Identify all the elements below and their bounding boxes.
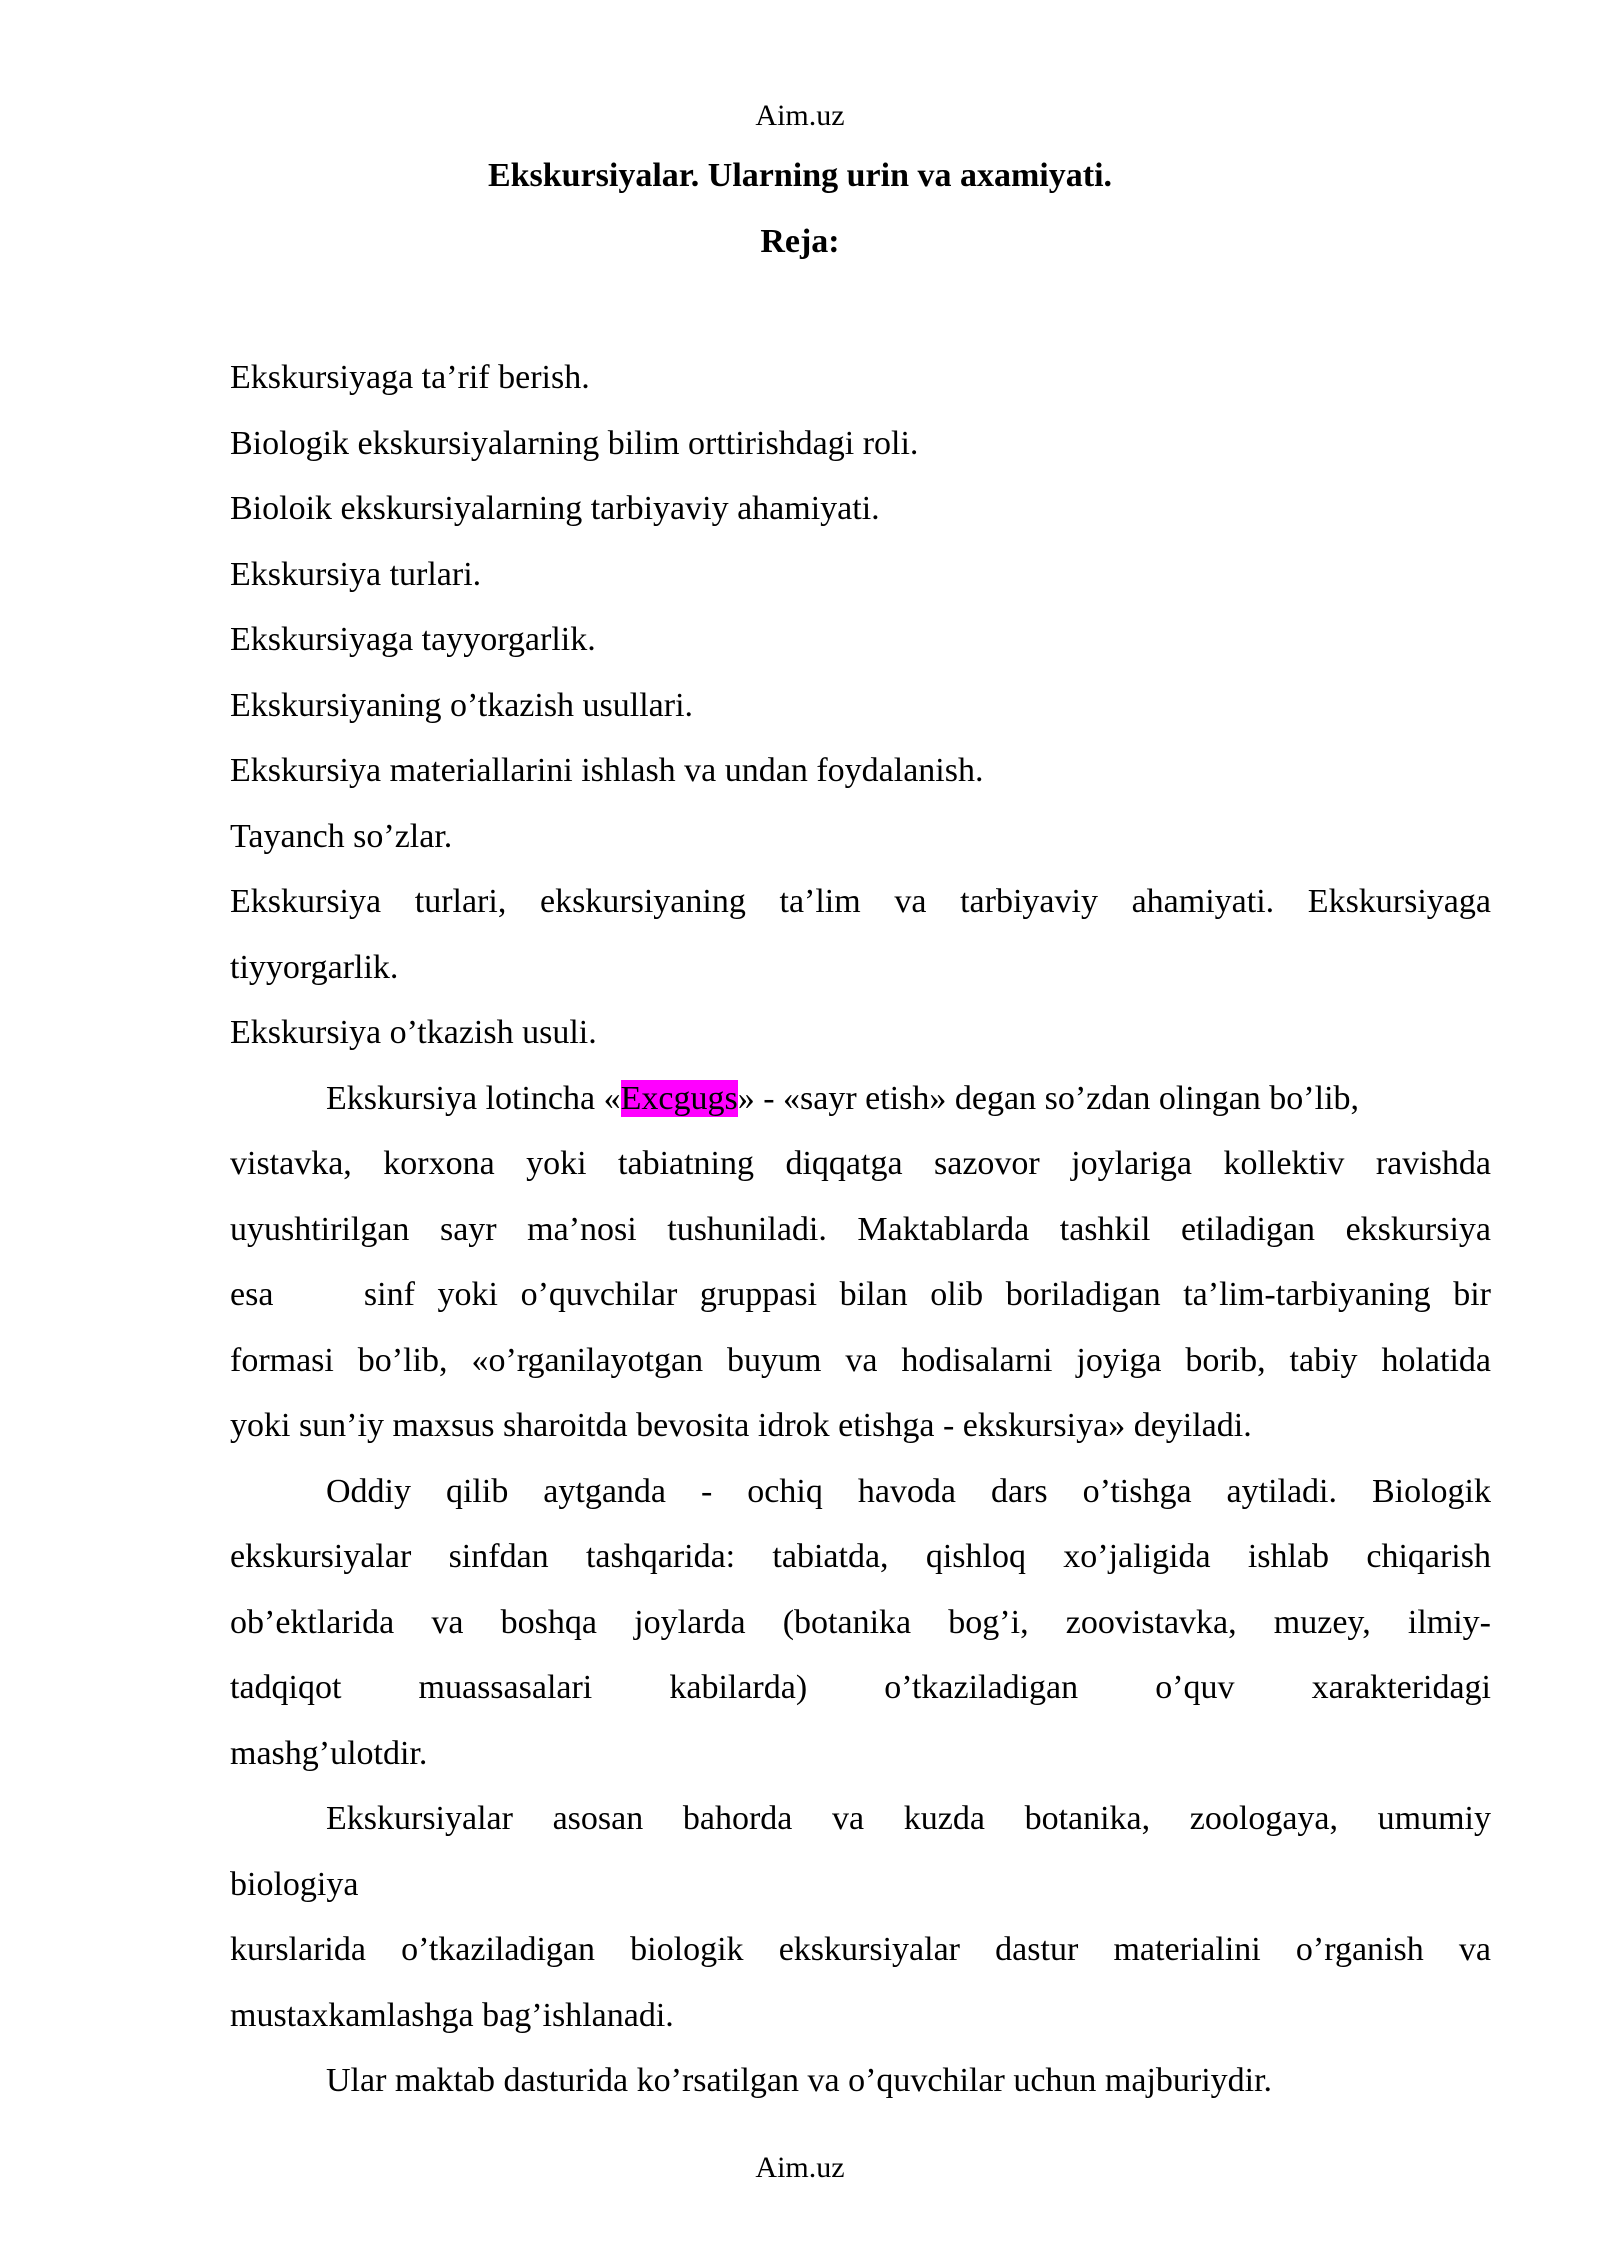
plan-item: Ekskursiyaning o’tkazish usullari. bbox=[230, 686, 694, 724]
paragraph-line: vistavka, korxona yoki tabiatning diqqatga sazovor joylariga kollektiv ravishda bbox=[230, 1145, 1491, 1182]
paragraph-line: formasi bo’lib, «o’rganilayotgan buyum va hodisalarni joyiga borib, tabiy holatida bbox=[230, 1341, 1491, 1379]
plan-item: Ekskursiyaga ta’rif berish. bbox=[230, 359, 590, 396]
paragraph-line: kurslarida o’tkaziladigan biologik ekskursiyalar dastur materialini o’rganish va bbox=[230, 1931, 1491, 1968]
paragraph-mandatory bbox=[230, 2048, 1491, 2114]
paragraph-line: tadqiqot muassasalari kabilarda) o’tkaziladigan o’quv xarakteridagi bbox=[230, 1669, 1491, 1706]
paragraph-line: ekskursiyalar sinfdan tashqarida: tabiatda, qishloq xo’jaligida ishlab chiqarish bbox=[230, 1538, 1491, 1575]
paragraph-line: ob’ektlarida va boshqa joylarda (botanika bog’i, zoovistavka, muzey, ilmiy- bbox=[230, 1603, 1491, 1641]
page-footer: Aim.uz bbox=[755, 2151, 845, 2184]
paragraph-line: biologiya bbox=[230, 1865, 359, 1903]
document-body bbox=[230, 345, 1491, 2114]
paragraph-seasons bbox=[230, 1786, 1491, 2048]
text-run: » - «sayr etish» degan so’zdan olingan bo’lib, bbox=[737, 1079, 1360, 1117]
paragraph-line: esa sinf yoki o’quvchilar gruppasi bilan olib boriladigan ta’lim-tarbiyaning bir bbox=[230, 1276, 1491, 1313]
page-header: Aim.uz bbox=[755, 99, 845, 132]
paragraph-line: uyushtirilgan sayr ma’nosi tushuniladi. Maktablarda tashkil etiladigan ekskursiya bbox=[230, 1210, 1491, 1248]
highlighted-word: Excgugs bbox=[620, 1079, 738, 1117]
plan-item: Ekskursiyaga tayyorgarlik. bbox=[230, 621, 596, 658]
plan-item: Ekskursiya materiallarini ishlash va undan foydalanish. bbox=[230, 752, 984, 789]
paragraph-line: mashg’ulotdir. bbox=[230, 1734, 428, 1772]
paragraph-line: Ekskursiyalar asosan bahorda va kuzda botanika, zoologaya, umumiy bbox=[326, 1800, 1491, 1837]
keywords-line: Ekskursiya o’tkazish usuli. bbox=[230, 1014, 597, 1051]
keywords-line: Ekskursiya turlari, ekskursiyaning ta’lim va tarbiyaviy ahamiyati. Ekskursiyaga bbox=[230, 883, 1491, 920]
paragraph-line: yoki sun’iy maxsus sharoitda bevosita idrok etishga - ekskursiya» deyiladi. bbox=[230, 1407, 1252, 1444]
plan-heading: Reja: bbox=[760, 223, 840, 260]
plan-item: Ekskursiya turlari. bbox=[230, 555, 482, 593]
paragraph-line: Ular maktab dasturida ko’rsatilgan va o’quvchilar uchun majburiydir. bbox=[326, 2062, 1273, 2099]
paragraph-line: Oddiy qilib aytganda - ochiq havoda dars o’tishga aytiladi. Biologik bbox=[326, 1472, 1491, 1510]
plan-item: Biologik ekskursiyalarning bilim orttirishdagi roli. bbox=[230, 424, 919, 462]
paragraph-definition bbox=[230, 1066, 1491, 1459]
keywords-line: tiyyorgarlik. bbox=[230, 948, 399, 986]
document-title: Ekskursiyalar. Ularning urin va axamiyati. bbox=[487, 157, 1113, 194]
plan-list bbox=[230, 345, 1491, 804]
paragraph-line: mustaxkamlashga bag’ishlanadi. bbox=[230, 1996, 674, 2034]
paragraph-simple-definition bbox=[230, 1459, 1491, 1787]
plan-item: Bioloik ekskursiyalarning tarbiyaviy ahamiyati. bbox=[230, 490, 880, 527]
paragraph-line bbox=[230, 1066, 1491, 1132]
keywords-heading: Tayanch so’zlar. bbox=[230, 817, 453, 855]
text-run: Ekskursiya lotincha « bbox=[326, 1079, 621, 1117]
